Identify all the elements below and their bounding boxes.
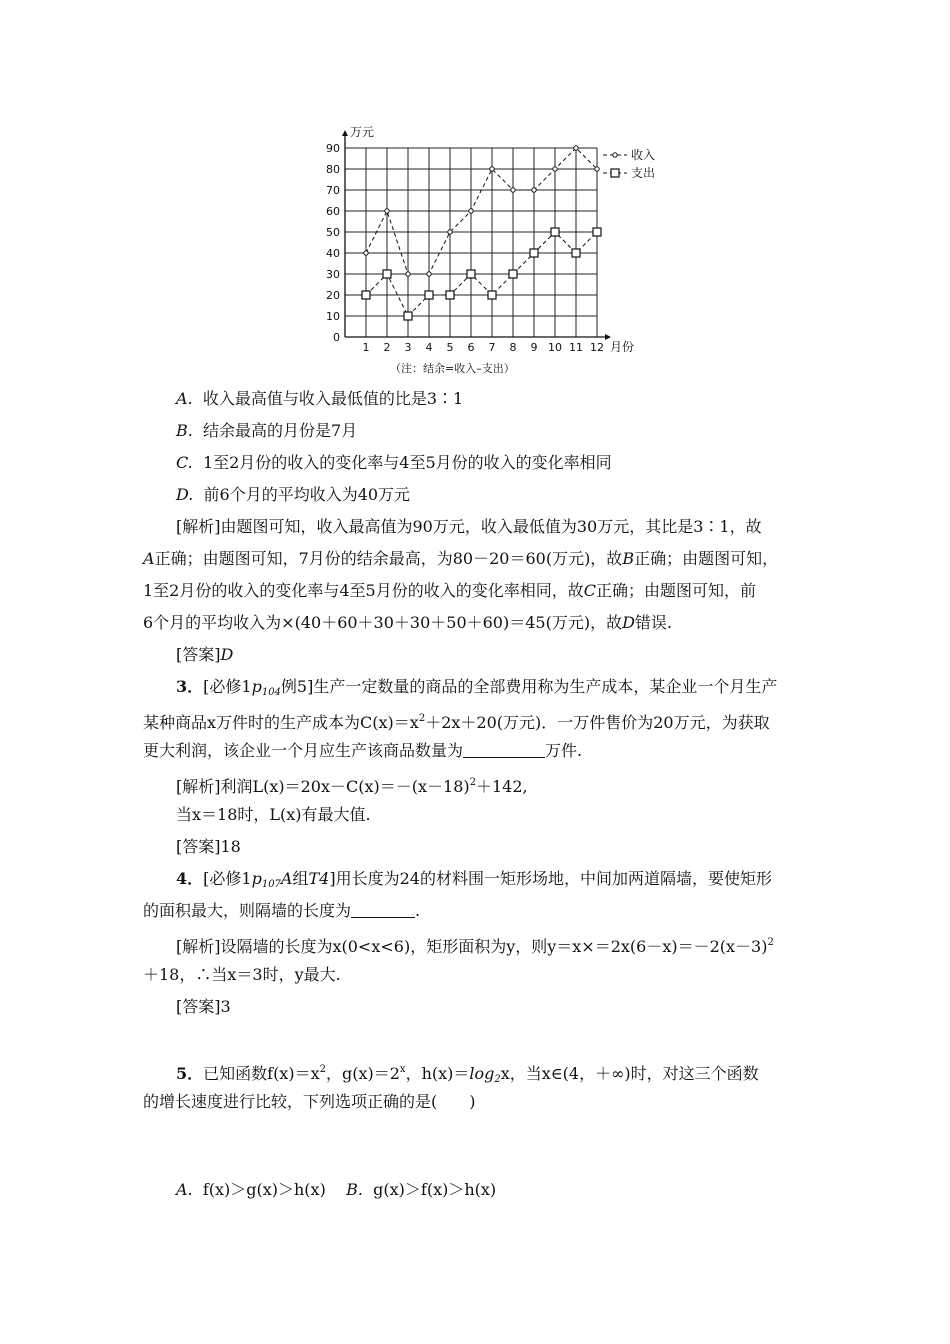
income-point xyxy=(406,272,410,276)
option-b-text: 结余最高的月份是7月 xyxy=(203,421,358,440)
expense-point xyxy=(467,270,475,278)
q5-options xyxy=(176,1180,496,1200)
chart-legend xyxy=(603,147,655,180)
income-point xyxy=(532,188,536,192)
expense-point xyxy=(593,228,601,236)
q3-number: 3． xyxy=(176,677,204,696)
option-a-text: 收入最高值与收入最低值的比是3∶1 xyxy=(202,389,464,408)
y-tick-label: 70 xyxy=(326,184,340,197)
x-axis-label: 月份 xyxy=(610,340,635,354)
q4-line-2: 的面积最大，则隔墙的长度为 . xyxy=(143,901,421,920)
y-axis-label: 万元 xyxy=(350,125,375,139)
expense-point xyxy=(551,228,559,236)
option-b xyxy=(176,421,357,441)
y-axis-arrow xyxy=(342,130,348,136)
y-tick-label: 10 xyxy=(326,310,340,323)
income-point xyxy=(553,167,557,171)
income-point xyxy=(595,167,599,171)
x-tick-label: 6 xyxy=(467,341,475,354)
q2-analysis-line-3: 1至2月份的收入的变化率与4至5月份的收入的变化率相同，故C正确；由题图可知，前 xyxy=(143,581,756,600)
q4-analysis-line-2: ＋18，∴当x＝3时，y最大. xyxy=(143,965,341,984)
q3-answer-blank xyxy=(463,743,545,758)
x-tick-label: 7 xyxy=(488,341,496,354)
q5-number: 5． xyxy=(176,1064,204,1083)
legend-square-icon xyxy=(611,169,619,177)
x-tick-label: 4 xyxy=(425,341,433,354)
income-point xyxy=(427,272,431,276)
series-marks xyxy=(362,146,601,320)
income-point xyxy=(490,167,494,171)
x-tick-label: 11 xyxy=(569,341,583,354)
y-tick-label: 40 xyxy=(326,247,340,260)
expense-point xyxy=(404,312,412,320)
q2-answer: [答案]D xyxy=(176,645,234,664)
legend-label: 支出 xyxy=(631,166,656,180)
option-c-label: C. xyxy=(176,453,193,472)
income-point xyxy=(385,209,389,213)
q2-analysis-line-2: A正确；由题图可知，7月份的结余最高，为80－20＝60(万元)，故B正确；由题图可知， xyxy=(143,549,779,568)
expense-point xyxy=(425,291,433,299)
expense-point xyxy=(383,270,391,278)
income-point xyxy=(469,209,473,213)
y-tick-label: 80 xyxy=(326,163,340,176)
q4-line-1: 4．[必修$1p_{107}A$组T4]用长度为24的材料围一矩形场地，中间加两道隔墙，要使矩形 xyxy=(176,869,772,890)
q2-analysis-line-4: 6个月的平均收入为×(40＋60＋30＋30＋50＋60)＝45(万元)，故D错误. xyxy=(143,613,672,632)
q3-line-3: 更大利润，该企业一个月应生产该商品数量为 万件. xyxy=(143,741,583,760)
q4-analysis-line-1: [解析]设隔墙的长度为x(0<x<6)，矩形面积为y，则$y=x\times=2x(6-x)=-2(x-3)^2$ xyxy=(176,937,774,956)
expense-point xyxy=(530,249,538,257)
y-tick-label: 0 xyxy=(333,331,340,344)
x-tick-label: 3 xyxy=(404,341,412,354)
x-tick-label: 9 xyxy=(530,341,538,354)
q5-option-a-text: f(x)＞g(x)＞h(x) xyxy=(202,1180,326,1199)
option-d xyxy=(176,485,410,505)
chart-axes xyxy=(342,130,611,340)
y-tick-label: 50 xyxy=(326,226,340,239)
option-d-label: D. xyxy=(176,485,194,504)
option-c xyxy=(176,453,612,473)
x-tick-label: 5 xyxy=(446,341,454,354)
legend-label: 收入 xyxy=(631,148,656,162)
q3-analysis-line-2: 当x＝18时，L(x)有最大值. xyxy=(176,805,371,824)
income-point xyxy=(364,251,368,255)
y-tick-label: 90 xyxy=(326,142,340,155)
option-d-text: 前6个月的平均收入为40万元 xyxy=(203,485,411,504)
q5-option-b-label: B. xyxy=(346,1180,363,1199)
q5-line-1: 5．已知函数$f(x)=x^2$，$g(x)=2^x$，$h(x)=\log_2x$，当x∈(4，＋∞)时，对这三个函数 xyxy=(176,1064,759,1085)
expense-point xyxy=(446,291,454,299)
q3-line-2: 某种商品x万件时的生产成本为$C(x)=x^2+2x+20$(万元)．一万件售价为20万元，为获取 xyxy=(143,713,770,732)
legend-circle-icon xyxy=(613,153,617,157)
x-tick-label: 12 xyxy=(590,341,604,354)
expense-point xyxy=(572,249,580,257)
q3-analysis-line-1: [解析]利润$L(x)=20x-C(x)=-(x-18)^2+142$, xyxy=(176,777,528,796)
chart-grid xyxy=(345,148,597,337)
x-tick-label: 10 xyxy=(548,341,562,354)
q5-option-b-text: g(x)＞f(x)＞h(x) xyxy=(373,1180,497,1199)
option-a xyxy=(176,389,463,409)
expense-point xyxy=(509,270,517,278)
q4-number: 4． xyxy=(176,869,204,888)
q2-analysis-line-1: [解析]由题图可知，收入最高值为90万元，收入最低值为30万元，其比是3∶1，故 xyxy=(176,517,762,536)
x-tick-label: 1 xyxy=(362,341,370,354)
income-expense-chart xyxy=(318,122,678,378)
x-tick-label: 8 xyxy=(509,341,517,354)
y-tick-label: 20 xyxy=(326,289,340,302)
q4-answer: [答案]3 xyxy=(176,997,231,1016)
y-tick-label: 30 xyxy=(326,268,340,281)
x-tick-labels xyxy=(363,341,605,354)
option-a-label: A. xyxy=(176,389,193,408)
q5-line-2: 的增长速度进行比较，下列选项正确的是( ) xyxy=(143,1092,476,1111)
expense-point xyxy=(362,291,370,299)
y-tick-labels xyxy=(326,142,340,344)
income-point xyxy=(448,230,452,234)
y-tick-label: 60 xyxy=(326,205,340,218)
x-tick-label: 2 xyxy=(383,341,391,354)
q3-answer: [答案]18 xyxy=(176,837,241,856)
income-point xyxy=(511,188,515,192)
option-b-label: B. xyxy=(176,421,193,440)
income-point xyxy=(574,146,578,150)
q5-option-a-label: A. xyxy=(176,1180,193,1199)
chart-note: （注：结余=收入–支出） xyxy=(390,362,515,375)
q4-answer-blank xyxy=(351,903,415,918)
expense-point xyxy=(488,291,496,299)
option-c-text: 1至2月份的收入的变化率与4至5月份的收入的变化率相同 xyxy=(202,453,612,472)
q3-line-1: 3．[必修$1p_{104}$例5]生产一定数量的商品的全部费用称为生产成本，某企业一个月生产 xyxy=(176,677,778,698)
